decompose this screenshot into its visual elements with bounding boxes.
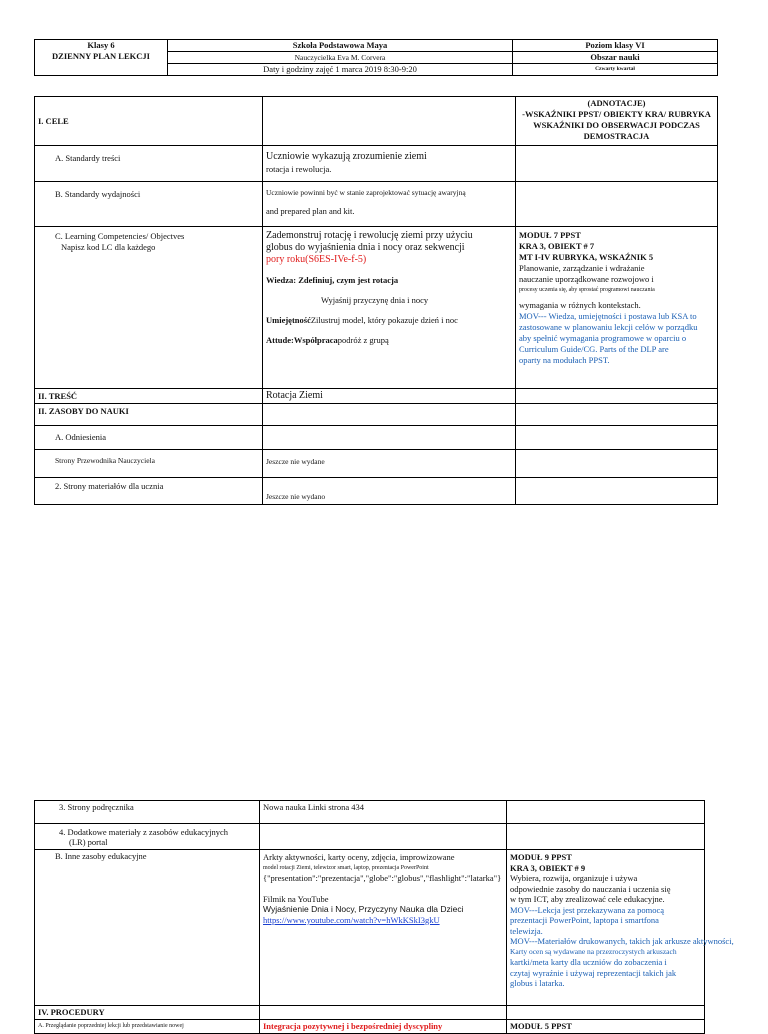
explain-text: Wyjaśnij przyczynę dnia i nocy	[321, 295, 429, 305]
empty-cell	[516, 182, 718, 227]
tresc-value: Rotacja Ziemi	[263, 389, 516, 404]
competencies-text	[263, 227, 516, 389]
mov2: zastosowane w planowaniu lekcji celów w porządku	[519, 322, 698, 332]
a-text1: Uczniowie wykazują zrozumienie ziemi	[266, 151, 427, 162]
main-table	[34, 96, 718, 505]
m9-title: MODUŁ 9 PPST	[510, 852, 572, 862]
other-resources-label: B. Inne zasoby edukacyjne	[35, 850, 260, 1006]
m9-m5: Karty ocen są wydawane na przezroczystych arkuszach	[510, 946, 677, 956]
c-text1: Zademonstruj rotację i rewolucję ziemi przy użyciu	[266, 230, 473, 241]
header-table	[34, 39, 718, 76]
teacher-label: Nauczycielka	[294, 53, 336, 62]
empty-cell	[507, 1006, 705, 1020]
module5-title: MODUŁ 5 PPST	[507, 1020, 705, 1034]
other-resources-text	[260, 850, 507, 1006]
m9-kra: KRA 3, OBIEKT # 9	[510, 862, 586, 873]
competencies-label	[35, 227, 263, 389]
tresc-header: II. TREŚĆ	[35, 389, 263, 404]
umiej-label: Umiejętność	[266, 315, 311, 325]
discipline-integration: Integracja pozytywnej i bezpośredniej dyscypliny	[260, 1020, 507, 1034]
learner-materials-value: Jeszcze nie wydano	[263, 478, 516, 505]
teacher-name: Eva M. Corvera	[337, 53, 386, 62]
a-text2: rotacja i rewolucja.	[266, 164, 332, 174]
m9-m4: MOV---Materiałów drukowanych, takich jak arkusze aktywności,	[510, 936, 734, 946]
grade-level: Poziom klasy VI	[513, 40, 717, 52]
umiej-line	[266, 314, 512, 326]
standard-performance-label: B. Standardy wydajności	[35, 182, 263, 227]
r2-label2: (LR) portal	[69, 837, 108, 847]
teacher-guide-value: Jeszcze nie wydane	[263, 450, 516, 478]
empty-cell	[516, 146, 718, 182]
c-label2: Napisz kod LC dla każdego	[61, 242, 156, 252]
teacher-guide-label: Strony Przewodnika Nauczyciela	[35, 450, 263, 478]
resources-table	[34, 800, 734, 1034]
m9-m8: globus i latarka.	[510, 978, 565, 988]
standard-performance-text	[263, 182, 516, 227]
class-label: Klasy 6	[87, 40, 115, 50]
empty-cell	[516, 478, 718, 505]
m9-m6: kartki/meta karty dla uczniów do zobaczenia i	[510, 957, 667, 967]
m9-m7: czytaj wyraźnie i używaj reprezentacji takich jak	[510, 967, 677, 978]
youtube-link[interactable]: https://www.youtube.com/watch?v=hWkKSkI3gkU	[263, 914, 440, 925]
module7-annotation	[516, 227, 718, 389]
datetime: Daty i godziny zajęć 1 marca 2019 8:30-9:20	[263, 64, 417, 74]
m9-m2: prezentacji PowerPoint, laptopa i smartfona	[510, 915, 659, 925]
annot-l2: -WSKAŹNIKI PPST/ OBIEKTY KRA/ RUBRYKA	[522, 109, 711, 119]
lr-portal-label	[35, 824, 260, 850]
m9-m1: MOV---Lekcja jest przekazywana za pomocą	[510, 904, 665, 915]
textbook-pages-value: Nowa nauka Linki strona 434	[260, 801, 507, 824]
cele-header: I. CELE	[35, 97, 263, 146]
mov1: MOV--- Wiedza, umiejętności i postawa lub KSA to	[519, 311, 697, 321]
empty-cell	[507, 801, 705, 824]
empty-cell	[260, 1006, 507, 1020]
textbook-pages-label: 3. Strony podręcznika	[35, 801, 260, 824]
annot-l1: (ADNOTACJE)	[587, 98, 646, 108]
standard-content-text	[263, 146, 516, 182]
empty-cell	[516, 450, 718, 478]
school-row	[168, 40, 512, 52]
review-lesson-label: A. Przeglądanie poprzedniej lekcji lub przedstawianie nowej	[35, 1020, 260, 1034]
references-label: A. Odniesienia	[35, 426, 263, 450]
r3-l1: Arkty aktywności, karty oceny, zdjęcia, improwizowane	[263, 852, 455, 862]
empty-cell	[263, 97, 516, 146]
plan-label: DZIENNY PLAN LEKCJI	[52, 51, 150, 61]
r3-l2: model rotacji Ziemi, telewizor smart, laptop, prezentacja PowerPoint	[263, 864, 429, 871]
att-bold: Współpraca	[293, 335, 338, 345]
learning-area: Obszar nauki	[513, 52, 717, 64]
school-cell	[168, 40, 513, 76]
mov4: Curriculum Guide/CG. Parts of the DLP are	[519, 344, 669, 354]
quarter: Czwarty kwartał	[595, 66, 635, 72]
att-label: Attude:	[266, 335, 294, 345]
zasoby-header: II. ZASOBY DO NAUKI	[35, 404, 263, 426]
c-text2: globus do wyjaśnienia dnia i nocy oraz sekwencji	[266, 242, 465, 253]
mov5: oparty na modułach PPST.	[519, 355, 610, 365]
class-cell	[35, 40, 168, 76]
mod-title: MODUŁ 7 PPST	[519, 230, 581, 240]
school-name: Podstawowa Maya	[318, 40, 388, 50]
r2-label1: 4. Dodatkowe materiały z zasobów edukacyjnych	[59, 827, 228, 837]
empty-cell	[263, 404, 516, 426]
empty-cell	[507, 824, 705, 850]
wiedza-label: Wiedza	[266, 275, 294, 285]
mod-kra: KRA 3, OBIEKT # 7	[519, 241, 595, 251]
module9-annotation	[507, 850, 734, 1006]
b-text2: and prepared plan and kit.	[266, 206, 355, 216]
att-text: podróż z grupą	[337, 335, 389, 345]
mod-l3: procesy uczenia się, aby sprostać programowi nauczania	[519, 287, 655, 293]
attitude-line	[266, 334, 512, 346]
mod-l1: Planowanie, zarządzanie i wdrażanie	[519, 263, 645, 273]
umiej-text: Zilustruj model, który pokazuje dzień i noc	[310, 315, 458, 325]
annot-l3: WSKAŹNIKI DO OBSERWACJI PODCZAS	[533, 120, 700, 130]
c-text3: pory roku(S6ES-IVe-f-5)	[266, 254, 367, 265]
r3-l5: Wyjaśnienie Dnia i Nocy, Przyczyny Nauka dla Dzieci	[263, 904, 464, 914]
b-text1: Uczniowie powinni być w stanie zaprojektować sytuację awaryjną	[266, 188, 466, 197]
annot-l4: DEMOSTRACJA	[583, 131, 650, 141]
empty-cell	[516, 426, 718, 450]
teacher-row	[168, 52, 512, 64]
standard-content-label: A. Standardy treści	[35, 146, 263, 182]
wiedza-line	[266, 274, 512, 286]
empty-cell	[263, 426, 516, 450]
m9-l2: odpowiednie zasoby do nauczania i uczenia się	[510, 883, 671, 894]
level-cell	[513, 40, 718, 76]
r3-l3: {"presentation":"prezentacja","globe":"globus","flashlight":"latarka"}	[263, 873, 502, 883]
m9-m3: telewizja.	[510, 925, 543, 936]
mod-l4: wymagania w różnych kontekstach.	[519, 300, 641, 310]
procedures-header: IV. PROCEDURY	[35, 1006, 260, 1020]
r3-l4: Filmik na YouTube	[263, 893, 329, 904]
annotations-header	[516, 97, 718, 146]
m9-l3: w tym ICT, aby zrealizować cele edukacyjne.	[510, 894, 665, 904]
mov3: aby spełnić wymagania programowe w oparciu o	[519, 333, 687, 343]
learner-materials-label: 2. Strony materiałów dla ucznia	[35, 478, 263, 505]
empty-cell	[516, 389, 718, 404]
wiedza-text: : Zdefiniuj, czym jest rotacja	[293, 275, 399, 285]
c-label1: C. Learning Competencies/ Objectves	[55, 231, 185, 241]
school-label: Szkoła	[292, 40, 317, 50]
mod-mt: MT I-IV RUBRYKA, WSKAŹNIK 5	[519, 252, 654, 262]
m9-l1: Wybiera, rozwija, organizuje i używa	[510, 873, 638, 883]
mod-l2: nauczanie uporządkowane rozwojowo i	[519, 274, 654, 284]
empty-cell	[260, 824, 507, 850]
empty-cell	[516, 404, 718, 426]
